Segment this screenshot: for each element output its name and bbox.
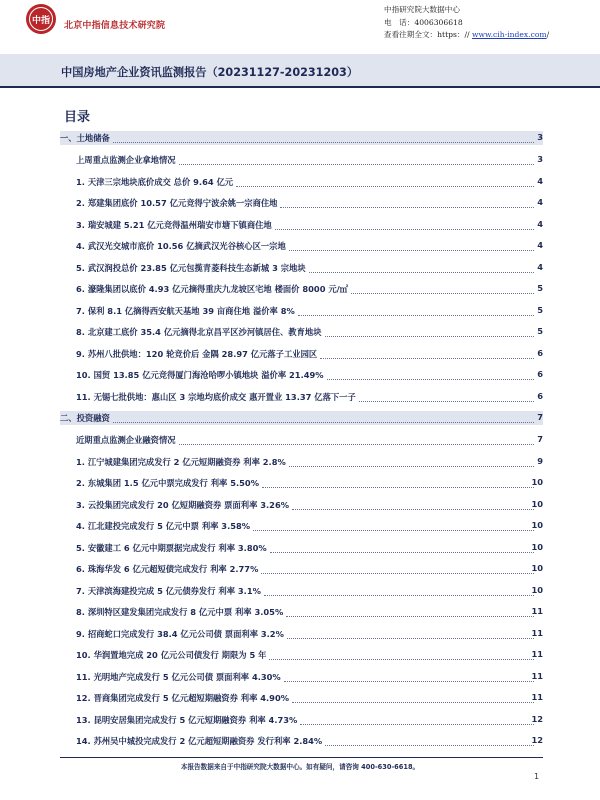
- dot-leader: [275, 229, 534, 230]
- dot-leader: [309, 272, 534, 273]
- toc-entry-page: 7: [537, 434, 543, 444]
- toc-section-entry[interactable]: [60, 408, 543, 430]
- toc-item-entry[interactable]: [60, 559, 543, 581]
- toc-item-entry[interactable]: [60, 645, 543, 667]
- toc-entry-page: 3: [537, 132, 543, 142]
- toc-entry-label: 9. 苏州八批供地：120 轮竞价后 金隅 28.97 亿元落子工业园区: [76, 348, 318, 359]
- toc-item-entry[interactable]: [60, 172, 543, 194]
- dot-leader: [325, 745, 534, 746]
- contact-web-row: [384, 29, 549, 42]
- report-title: 中国房地产企业资讯监测报告（20231127-20231203）: [61, 66, 359, 79]
- dot-leader: [253, 530, 534, 531]
- toc-entry-page: 5: [537, 326, 543, 336]
- dot-leader: [284, 681, 534, 682]
- toc-entry-label: 10. 国贸 13.85 亿元竞得厦门海沧哈啰小镇地块 溢价率 21.49%: [76, 370, 324, 380]
- toc-entry-label: 4. 江北建投完成发行 5 亿元中票 利率 3.58%: [76, 521, 251, 531]
- toc-entry-page: 11: [531, 670, 543, 681]
- toc-item-entry[interactable]: [60, 365, 543, 387]
- toc-entry-page: 5: [537, 304, 543, 315]
- dot-leader: [113, 142, 534, 143]
- toc-entry-page: 11: [531, 606, 543, 616]
- toc-entry-label: 14. 苏州吴中城投完成发行 2 亿元超短期融资券 发行利率 2.84%: [76, 736, 323, 746]
- website-link[interactable]: www.cih-index.com: [472, 30, 547, 39]
- toc-entry-page: 10: [531, 584, 543, 595]
- toc-item-entry[interactable]: [60, 516, 543, 538]
- toc-entry-page: 11: [531, 692, 543, 702]
- dot-leader: [270, 552, 534, 553]
- toc-entry-label: 二、投资融资: [60, 413, 110, 423]
- page-header: [0, 0, 600, 50]
- contact-info: [384, 4, 549, 42]
- dot-leader: [300, 724, 534, 725]
- toc-entry-label: 3. 瑞安城建 5.21 亿元竞得温州瑞安市塘下镇商住地: [76, 219, 272, 230]
- toc-entry-label: 3. 云投集团完成发行 20 亿短期融资券 票面利率 3.26%: [76, 499, 290, 510]
- toc-entry-label: 8. 深圳特区建发集团完成发行 8 亿元中票 利率 3.05%: [76, 607, 284, 617]
- footer-divider: [60, 757, 543, 758]
- toc-entry-page: 11: [531, 649, 543, 659]
- toc-entry-label: 上周重点监测企业拿地情况: [76, 155, 176, 165]
- page-number: 1: [534, 772, 540, 781]
- toc-entry-page: 12: [531, 735, 543, 745]
- toc-entry-label: 5. 武汉润投总价 23.85 亿元包揽青菱科技生态新城 3 宗地块: [76, 262, 306, 273]
- toc-entry-page: 4: [537, 261, 543, 272]
- toc-entry-page: 5: [537, 283, 543, 293]
- toc-entry-page: 4: [537, 218, 543, 229]
- toc-entry-label: 5. 安徽建工 6 亿元中期票据完成发行 利率 3.80%: [76, 542, 267, 553]
- toc-item-entry[interactable]: [60, 344, 543, 366]
- toc-item-entry[interactable]: [60, 193, 543, 215]
- toc-item-entry[interactable]: [60, 322, 543, 344]
- toc-entry-page: 4: [537, 240, 543, 250]
- toc-entry-page: 4: [537, 175, 543, 186]
- toc-item-entry[interactable]: [60, 473, 543, 495]
- toc-entry-page: 4: [537, 197, 543, 207]
- toc-entry-label: 1. 天津三宗地块底价成交 总价 9.64 亿元: [76, 176, 234, 187]
- toc-entry-label: 8. 北京建工底价 35.4 亿元摘得北京昌平区沙河镇居住、教育地块: [76, 327, 322, 337]
- toc-entry-label: 4. 武汉光交城市底价 10.56 亿摘武汉光谷核心区一宗地: [76, 241, 286, 251]
- toc-entry-page: 10: [531, 477, 543, 487]
- report-title-band: [0, 54, 600, 88]
- toc-entry-label: 6. 珠海华发 6 亿元超短债完成发行 利率 2.77%: [76, 564, 259, 574]
- toc-entry-label: 9. 招商蛇口完成发行 38.4 亿元公司债 票面利率 3.2%: [76, 628, 284, 639]
- toc-entry-page: 9: [537, 455, 543, 466]
- toc-item-entry[interactable]: [60, 301, 543, 323]
- toc-item-entry[interactable]: [60, 688, 543, 710]
- toc-entry-label: 近期重点监测企业融资情况: [76, 435, 176, 445]
- toc-entry-page: 6: [537, 390, 543, 401]
- toc-entry-label: 10. 华润置地完成 20 亿元公司债发行 期限为 5 年: [76, 650, 267, 660]
- dot-leader: [262, 487, 534, 488]
- contact-phone-row: [384, 17, 549, 30]
- toc-item-entry[interactable]: [60, 279, 543, 301]
- dot-leader: [359, 401, 534, 402]
- dot-leader: [320, 358, 534, 359]
- dot-leader: [179, 444, 534, 445]
- toc-entry-label: 2. 东城集团 1.5 亿元中票完成发行 利率 5.50%: [76, 478, 260, 488]
- toc-item-entry[interactable]: [60, 258, 543, 280]
- toc-entry-page: 6: [537, 347, 543, 358]
- dot-leader: [287, 638, 534, 639]
- toc-entry-page: 10: [531, 520, 543, 530]
- dot-leader: [286, 616, 534, 617]
- dot-leader: [179, 164, 534, 165]
- dot-leader: [327, 379, 534, 380]
- toc-item-entry[interactable]: [60, 387, 543, 409]
- toc-section-entry[interactable]: [60, 128, 543, 150]
- toc-entry-page: 10: [531, 498, 543, 509]
- toc-entry-label: 一、土地储备: [60, 133, 110, 143]
- dot-leader: [298, 315, 534, 316]
- org-name: 北京中指信息技术研究院: [64, 21, 166, 31]
- toc-entry-page: 10: [531, 563, 543, 573]
- toc-heading: 目录: [64, 110, 91, 125]
- toc-item-entry[interactable]: [60, 731, 543, 753]
- toc-item-entry[interactable]: [60, 215, 543, 237]
- toc-item-entry[interactable]: [60, 495, 543, 517]
- dot-leader: [325, 336, 534, 337]
- toc-entry-label: 12. 晋商集团完成发行 5 亿元超短期融资券 利率 4.90%: [76, 693, 290, 703]
- web-label: 查看往期全文：https：//: [384, 30, 470, 39]
- dot-leader: [289, 466, 534, 467]
- toc-entry-page: 3: [537, 154, 543, 164]
- toc-item-entry[interactable]: [60, 624, 543, 646]
- phone-number: 4006306618: [414, 17, 463, 27]
- toc-item-entry[interactable]: [60, 602, 543, 624]
- toc-entry-page: 11: [531, 627, 543, 638]
- toc-entry-label: 7. 保利 8.1 亿摘得西安航天基地 39 亩商住地 溢价率 8%: [76, 305, 295, 316]
- toc-entry-page: 10: [531, 541, 543, 552]
- dot-leader: [113, 422, 534, 423]
- dot-leader: [280, 207, 534, 208]
- dot-leader: [269, 659, 534, 660]
- dot-leader: [292, 509, 534, 510]
- toc-entry-page: 6: [537, 369, 543, 379]
- toc-subsection-entry[interactable]: [60, 150, 543, 172]
- toc-entry-page: 7: [537, 412, 543, 422]
- toc-entry-label: 2. 郑建集团底价 10.57 亿元竞得宁波余姚一宗商住地: [76, 198, 278, 208]
- toc-item-entry[interactable]: [60, 710, 543, 732]
- phone-label: 电 话：: [384, 17, 415, 27]
- toc-item-entry[interactable]: [60, 581, 543, 603]
- dot-leader: [261, 573, 534, 574]
- toc-item-entry[interactable]: [60, 452, 543, 474]
- dot-leader: [264, 595, 534, 596]
- web-suffix: /: [546, 30, 550, 39]
- toc-entry-label: 11. 无锡七批供地：惠山区 3 宗地均底价成交 惠开置业 13.37 亿落下一子: [76, 391, 356, 402]
- company-logo: [22, 3, 60, 35]
- contact-center: 中指研究院大数据中心: [384, 5, 460, 14]
- footer-note: 本报告数据来自于中指研究院大数据中心。如有疑问，请咨询 400-630-6618。: [180, 763, 420, 771]
- toc-entry-label: 13. 昆明安居集团完成发行 5 亿元短期融资券 利率 4.73%: [76, 714, 298, 725]
- dot-leader: [292, 702, 534, 703]
- toc-subsection-entry[interactable]: [60, 430, 543, 452]
- dot-leader: [236, 186, 534, 187]
- table-of-contents: [60, 128, 543, 753]
- logo-text: 中指: [31, 16, 51, 26]
- toc-entry-label: 7. 天津滨海建投完成 5 亿元债券发行 利率 3.1%: [76, 585, 261, 596]
- toc-entry-label: 6. 濠隆集团以底价 4.93 亿元摘得重庆九龙坡区宅地 楼面价 8000 元/㎡: [76, 284, 348, 294]
- toc-item-entry[interactable]: [60, 667, 543, 689]
- toc-entry-label: 11. 光明地产完成发行 5 亿元公司债 票面利率 4.30%: [76, 671, 281, 682]
- toc-entry-page: 12: [531, 713, 543, 724]
- toc-item-entry[interactable]: [60, 236, 543, 258]
- dot-leader: [351, 293, 534, 294]
- dot-leader: [289, 250, 534, 251]
- toc-item-entry[interactable]: [60, 538, 543, 560]
- toc-entry-label: 1. 江宁城建集团完成发行 2 亿元短期融资券 利率 2.8%: [76, 456, 286, 467]
